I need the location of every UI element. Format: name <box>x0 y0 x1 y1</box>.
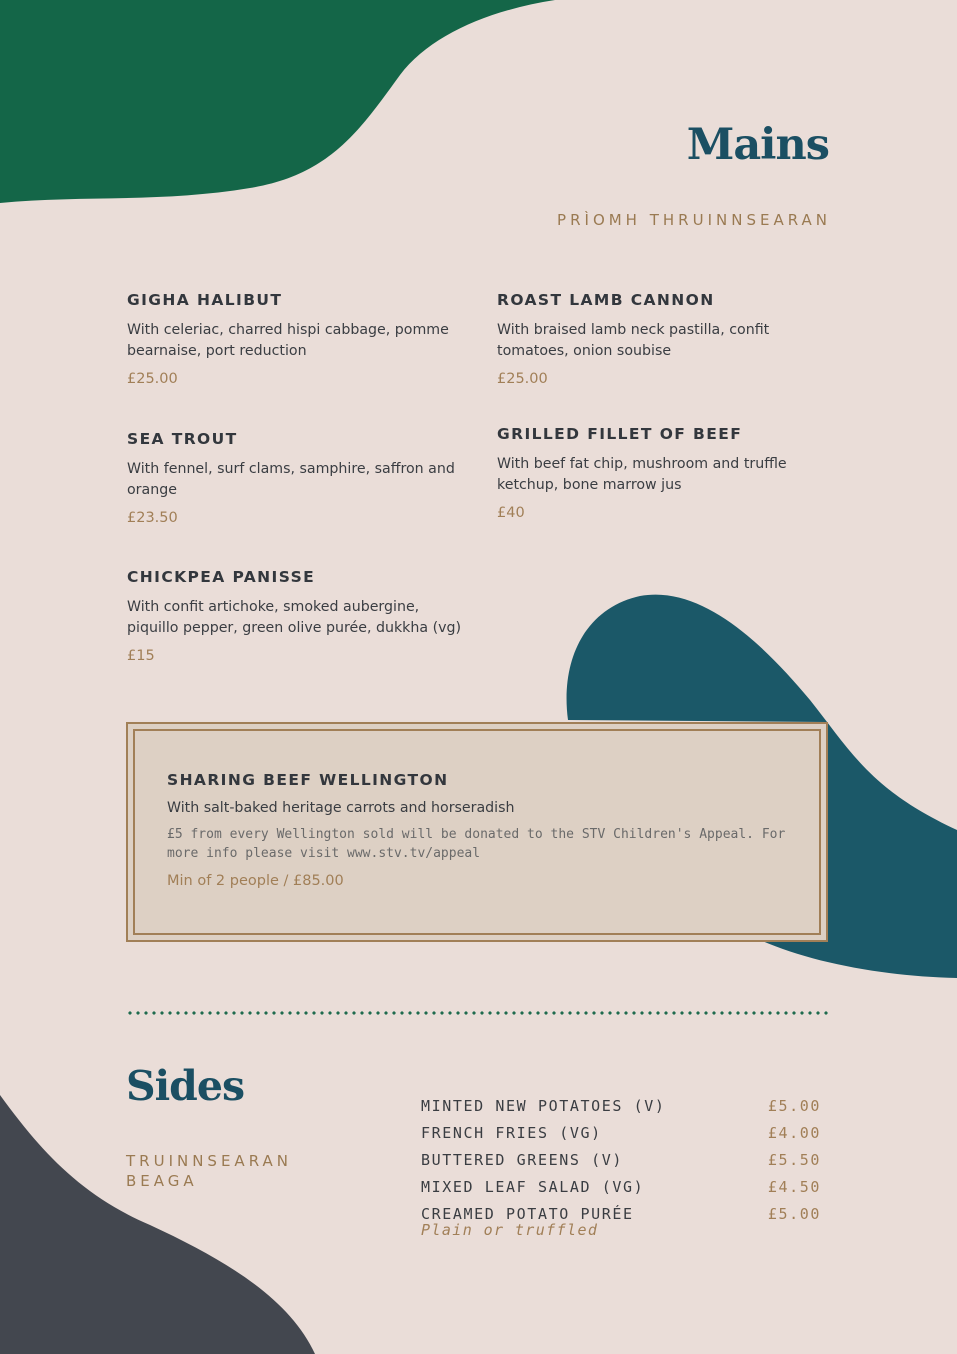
dish-price: £23.50 <box>127 510 178 526</box>
dotted-divider <box>126 1011 832 1015</box>
dish-price: £25.00 <box>497 371 548 387</box>
dish-description: With beef fat chip, mushroom and truffle ketchup, bone marrow jus <box>497 456 787 493</box>
dish-grilled-fillet-of-beef <box>497 424 807 523</box>
sides-subtitle-line1: TRUINNSEARAN <box>126 1152 292 1170</box>
side-name: FRENCH FRIES (VG) <box>421 1124 602 1142</box>
side-price: £5.00 <box>767 1097 821 1115</box>
dish-gigha-halibut <box>127 290 467 389</box>
dish-sea-trout <box>127 429 467 528</box>
dish-price: £25.00 <box>127 371 178 387</box>
list-item <box>421 1094 821 1121</box>
sides-subtitle-line2: BEAGA <box>126 1172 198 1190</box>
green-wave-shape <box>0 0 555 203</box>
dish-description: With celeriac, charred hispi cabbage, pomme bearnaise, port reduction <box>127 322 449 359</box>
feature-dish-price: Min of 2 people / £85.00 <box>167 872 344 889</box>
list-item <box>421 1148 821 1175</box>
sides-subtitle <box>126 1151 292 1191</box>
dish-name: GIGHA HALIBUT <box>127 291 283 309</box>
dish-description: With braised lamb neck pastilla, confit tomatoes, onion soubise <box>497 322 770 359</box>
sides-list <box>421 1094 821 1239</box>
dish-name: GRILLED FILLET OF BEEF <box>497 425 743 443</box>
side-name: MIXED LEAF SALAD (VG) <box>421 1178 645 1196</box>
dish-price: £15 <box>127 648 155 664</box>
feature-dish-description: With salt-baked heritage carrots and horseradish <box>167 800 515 816</box>
dish-name: ROAST LAMB CANNON <box>497 291 715 309</box>
list-item <box>421 1175 821 1202</box>
feature-dish-name: SHARING BEEF WELLINGTON <box>167 771 449 789</box>
feature-charity-note: £5 from every Wellington sold will be donated to the STV Children's Appeal. For more info please visit www.stv.tv/appeal <box>167 826 786 861</box>
dish-price: £40 <box>497 505 525 521</box>
featured-dish-box <box>126 722 828 942</box>
dish-description: With fennel, surf clams, samphire, saffron and orange <box>127 461 455 498</box>
dish-name: SEA TROUT <box>127 430 238 448</box>
side-price: £5.50 <box>767 1151 821 1169</box>
side-item-note: Plain or truffled <box>421 1221 599 1239</box>
featured-dish-content <box>167 770 787 891</box>
dish-chickpea-panisse <box>127 567 467 666</box>
side-name: BUTTERED GREENS (V) <box>421 1151 623 1169</box>
side-name: MINTED NEW POTATOES (V) <box>421 1097 666 1115</box>
list-item <box>421 1121 821 1148</box>
dish-roast-lamb-cannon <box>497 290 797 389</box>
charcoal-blob-shape <box>0 1095 315 1354</box>
side-price: £4.00 <box>767 1124 821 1142</box>
side-price: £4.50 <box>767 1178 821 1196</box>
mains-subtitle: PRÌOMH THRUINNSEARAN <box>557 211 831 229</box>
side-price: £5.00 <box>767 1205 821 1223</box>
sides-title: Sides <box>126 1062 245 1110</box>
side-name: CREAMED POTATO PURÉE <box>421 1205 634 1223</box>
dish-name: CHICKPEA PANISSE <box>127 568 316 586</box>
mains-title: Mains <box>686 120 829 170</box>
dish-description: With confit artichoke, smoked aubergine, piquillo pepper, green olive purée, dukkha (vg) <box>127 599 462 636</box>
